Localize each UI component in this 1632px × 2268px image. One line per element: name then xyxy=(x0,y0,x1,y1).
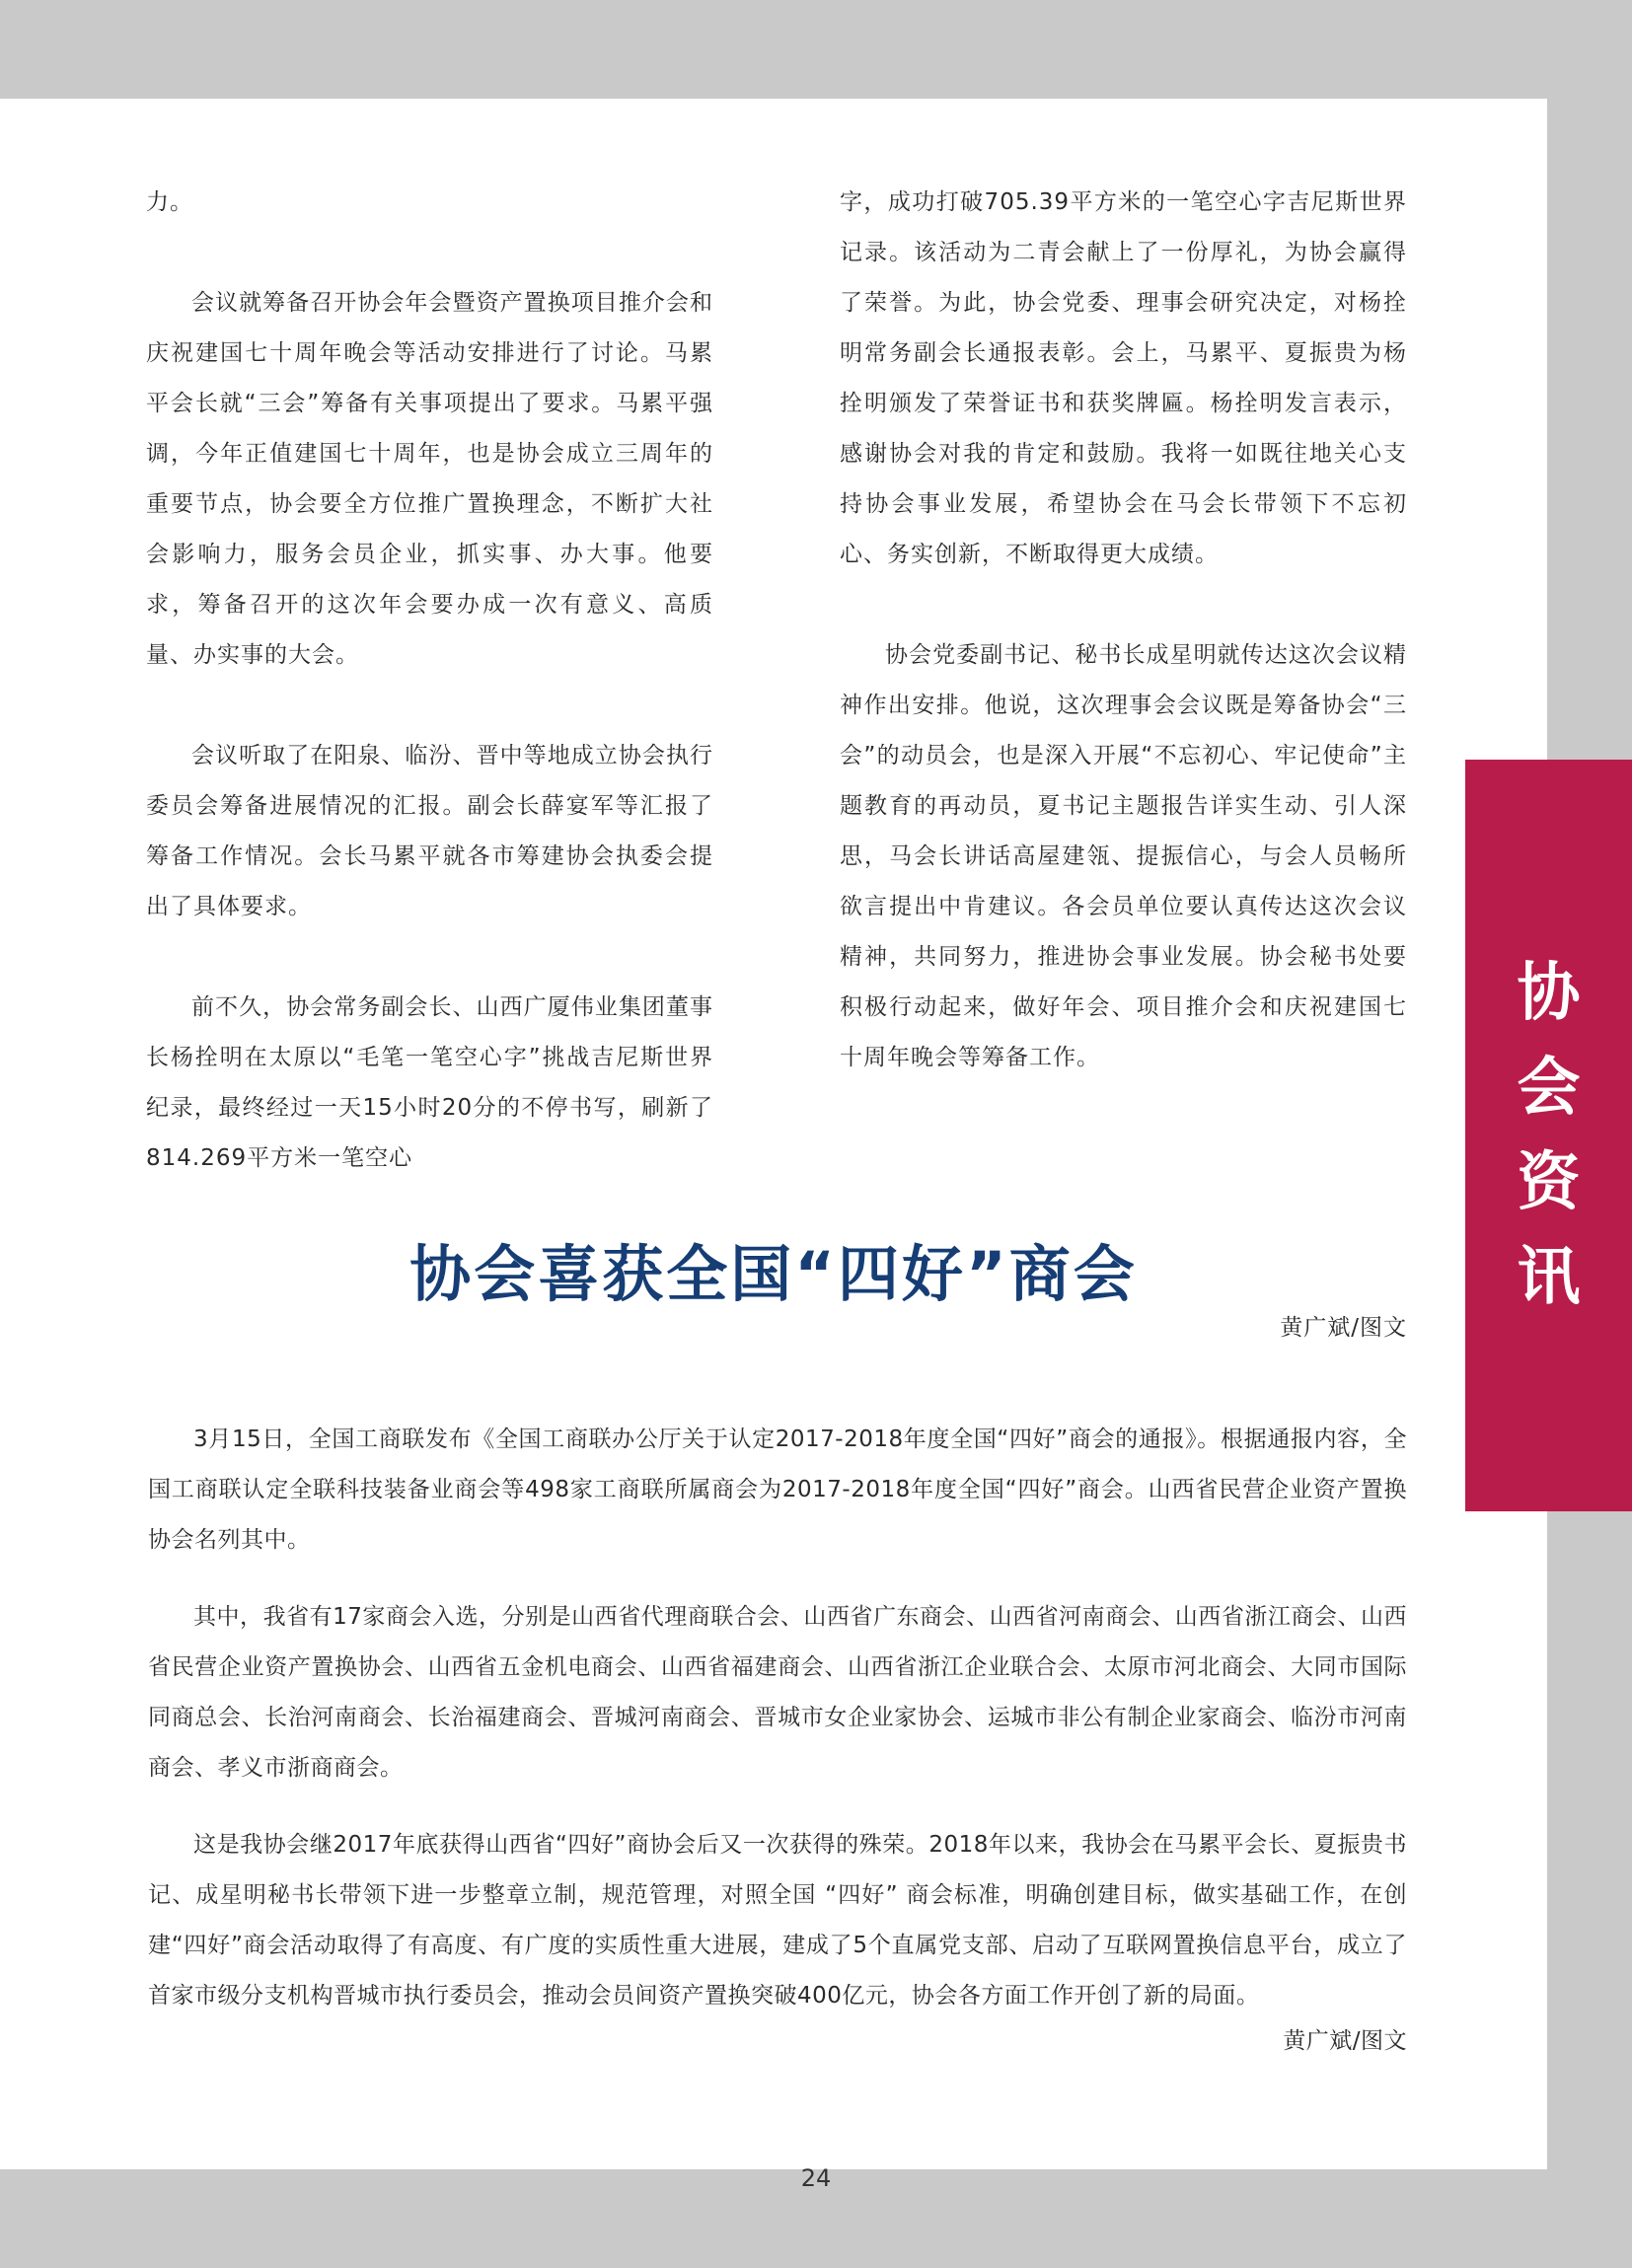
side-tab-char-2: 会 xyxy=(1517,1052,1581,1125)
article-credit: 黄广斌/图文 xyxy=(1283,2028,1407,2054)
left-paragraph-3: 会议听取了在阳泉、临汾、晋中等地成立协会执行委员会筹备进展情况的汇报。副会长薛宴军等汇报了筹备工作情况。会长马累平就各市筹建协会执委会提出了具体要求。 xyxy=(146,743,713,919)
right-paragraph-1: 字，成功打破705.39平方米的一笔空心字吉尼斯世界记录。该活动为二青会献上了一份厚礼，为协会赢得了荣誉。为此，协会党委、理事会研究决定，对杨拴明常务副会长通报表彰。会上，马累平、夏振贵为杨拴明颁发了荣誉证书和获奖牌匾。杨拴明发言表示，感谢协会对我的肯定和鼓励。我将一如既往地关心支持协会事业发展，希望协会在马会长带领下不忘初心、务实创新，不断取得更大成绩。 xyxy=(840,189,1407,567)
section-side-tab xyxy=(1465,760,1632,1511)
article-paragraph-2: 其中，我省有17家商会入选，分别是山西省代理商联合会、山西省广东商会、山西省河南商会、山西省浙江商会、山西省民营企业资产置换协会、山西省五金机电商会、山西省福建商会、山西省浙江企业联合会、太原市河北商会、大同市国际同商总会、长治河南商会、长治福建商会、晋城河南商会、晋城市女企业家协会、运城市非公有制企业家商会、临汾市河南商会、孝义市浙商商会。 xyxy=(148,1604,1407,1781)
article-paragraph-1: 3月15日，全国工商联发布《全国工商联办公厅关于认定2017-2018年度全国“四好”商会的通报》。根据通报内容，全国工商联认定全联科技装备业商会等498家工商联所属商会为2017-2018年度全国“四好”商会。山西省民营企业资产置换协会名列其中。 xyxy=(148,1427,1407,1553)
side-tab-char-4: 讯 xyxy=(1517,1241,1581,1314)
left-paragraph-1: 力。 xyxy=(146,189,193,215)
left-column xyxy=(146,178,713,1184)
article-body xyxy=(148,1415,1407,2061)
article-paragraph-3: 这是我协会继2017年底获得山西省“四好”商协会后又一次获得的殊荣。2018年以来，我协会在马累平会长、夏振贵书记、成星明秘书长带领下进一步整章立制，规范管理，对照全国 “四好” 商会标准，明确创建目标，做实基础工作，在创建“四好”商会活动取得了有高度、有广度的实质性重大进展，建成了5个直属党支部、启动了互联网置换信息平台，成立了首家市级分支机构晋城市执行委员会，推动会员间资产置换突破400亿元，协会各方面工作开创了新的局面。 xyxy=(148,1832,1407,2009)
left-paragraph-2: 会议就筹备召开协会年会暨资产置换项目推介会和庆祝建国七十周年晚会等活动安排进行了讨论。马累平会长就“三会”筹备有关事项提出了要求。马累平强调，今年正值建国七十周年，也是协会成立三周年的重要节点，协会要全方位推广置换理念，不断扩大社会影响力，服务会员企业，抓实事、办大事。他要求，筹备召开的这次年会要办成一次有意义、高质量、办实事的大会。 xyxy=(146,290,713,668)
right-paragraph-2: 协会党委副书记、秘书长成星明就传达这次会议精神作出安排。他说，这次理事会会议既是筹备协会“三会”的动员会，也是深入开展“不忘初心、牢记使命”主题教育的再动员，夏书记主题报告详实生动、引人深思，马会长讲话高屋建瓴、提振信心，与会人员畅所欲言提出中肯建议。各会员单位要认真传达这次会议精神，共同努力，推进协会事业发展。协会秘书处要积极行动起来，做好年会、项目推介会和庆祝建国七十周年晚会等筹备工作。 xyxy=(840,642,1407,1070)
right-column xyxy=(840,178,1407,1341)
article-headline: 协会喜获全国“四好”商会 xyxy=(409,1238,1138,1310)
author-credit: 黄广斌/图文 xyxy=(1280,1315,1407,1341)
left-paragraph-4: 前不久，协会常务副会长、山西广厦伟业集团董事长杨拴明在太原以“毛笔一笔空心字”挑战吉尼斯世界纪录，最终经过一天15小时20分的不停书写，刷新了814.269平方米一笔空心 xyxy=(146,994,713,1171)
side-tab-char-1: 协 xyxy=(1517,957,1581,1030)
page-number: 24 xyxy=(800,2164,832,2192)
side-tab-char-3: 资 xyxy=(1517,1146,1581,1219)
